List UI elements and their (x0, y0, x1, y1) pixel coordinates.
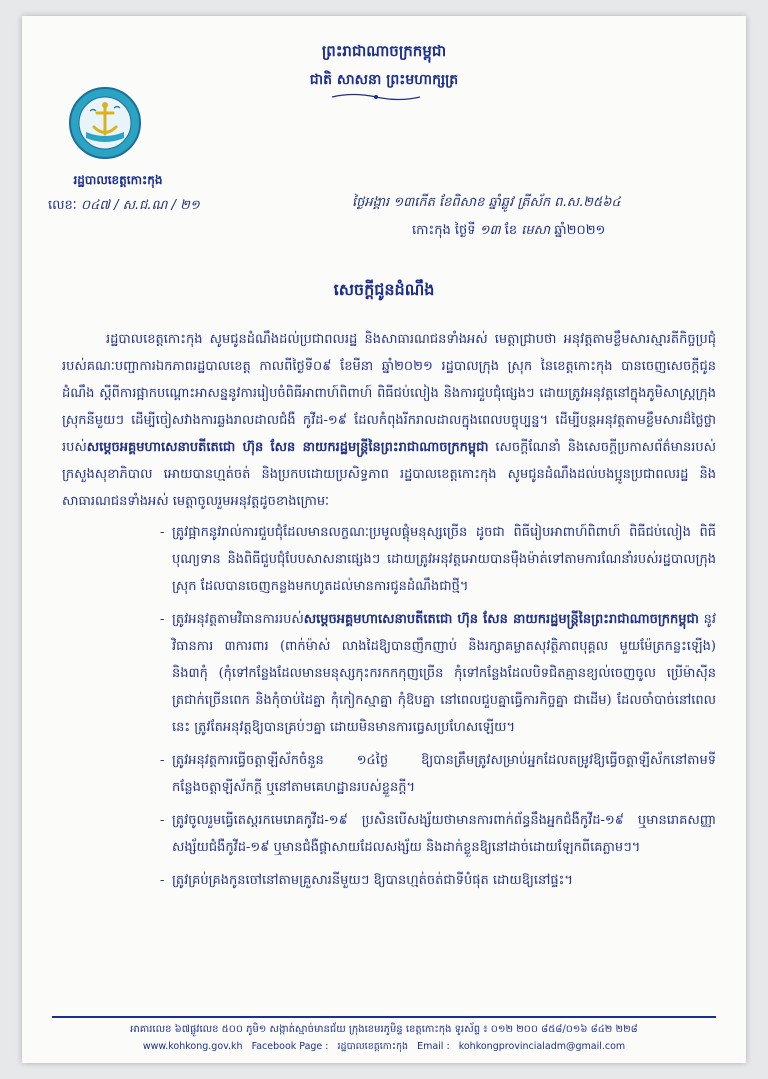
document-page (22, 16, 746, 1063)
solar-date (412, 222, 605, 241)
footer-contact (22, 1040, 746, 1054)
intro-text-continued: សេចក្តីណែនាំ និងសេចក្តីប្រកាសព័ត៌មានរបស់ក្រសួងសុខាភិបាល អោយបានហ្មត់ចត់ និងប្រកបដោយប្រសិទ្ធភាព រដ្ឋបាលខេត្តកោះកុង សូមជូនដំណឹងដល់បងប្អូនប្រជាពលរដ្ឋ និងសាធារណជនទាំងអស់ មេត្តាចូលរួមអនុវត្តដូចខាងក្រោមៈ (62, 440, 717, 509)
facebook-label: Facebook Page : (251, 1041, 329, 1052)
instruction-text: ត្រូវអនុវត្តតាមវិធានការរបស់ (172, 612, 304, 627)
instruction-text: ត្រូវគ្រប់គ្រងកូនចៅនៅតាមគ្រួសារនីមួយៗ ឱ្យបានហ្មត់ចត់ជាទីបំផុត ដោយឱ្យនៅផ្ទះ។ (172, 873, 573, 888)
date-month: មេសា (521, 223, 551, 238)
instruction-list (62, 519, 716, 894)
website-link[interactable]: www.kohkong.gov.kh (142, 1041, 243, 1052)
instruction-text: ត្រូវផ្អាកនូវរាល់ការជួបជុំដែលមានលក្ខណៈប្រមូលផ្តុំមនុស្សច្រើន ដូចជា ពិធីរៀបអាពាហ៍ពិពាហ៍ ពិធីជប់លៀង ពិធីបុណ្យទាន និងពិធីជួបជុំបែបសាសនាផ្សេងៗ ដោយត្រូវអនុវត្តអោយបានម៉ឺងម៉ាត់ទៅតាមការណែនាំរបស់រដ្ឋបាលក្រុង ស្រុក ដែលបានចេញកន្លងមកហូតដល់មានការជូនដំណឹងជាថ្មី។ (172, 525, 716, 594)
kingdom-line: ព្រះរាជាណាចក្រកម្ពុជា (321, 42, 447, 60)
intro-paragraph (62, 326, 716, 515)
organization-name: រដ្ឋបាលខេត្តកោះកុង (73, 173, 163, 187)
instruction-item (172, 747, 716, 801)
provincial-seal-logo (68, 86, 142, 160)
email-link[interactable]: kohkongprovincialadm@gmail.com (458, 1041, 626, 1052)
instruction-item (172, 606, 716, 741)
footer-address: អាគារលេខ ៦៧ផ្លូវលេខ ៥០០ ភូមិ១ សង្កាត់ស្មាច់មានជ័យ ក្រុងខេមរភូមិន្ទ ខេត្តកោះកុង ទូរស័ព្ទ ៖ ០១២ ២០០ ៨៥៨/០១៦ ៨៤២ ២២៨ (130, 1024, 638, 1035)
reference-label: លេខៈ (48, 198, 77, 213)
date-month-label: ខែ (504, 223, 518, 238)
instruction-text: ត្រូវអនុវត្តការធ្វើចត្តាឡីស័កចំនួន ១៤ថ្ងៃ ឱ្យបានត្រឹមត្រូវសម្រាប់អ្នកដែលតម្រូវឱ្យធ្វើចត្តាឡីស័កនៅតាមទីកន្លែងចត្តាឡីស័កក្តី ឬនៅតាមគេហដ្ឋានរបស់ខ្លួនក្តី។ (172, 753, 716, 795)
reference-number-block (48, 197, 200, 216)
date-label: កោះកុង ថ្ងៃទី (412, 223, 476, 238)
lunar-date (352, 194, 621, 213)
facebook-page-link[interactable]: រដ្ឋបាលខេត្តកោះកុង (337, 1041, 409, 1052)
instruction-text: ត្រូវចូលរួមធ្វើតេស្តរកមេរោគកូវីដ-១៩ ប្រសិនបើសង្ស័យថាមានការពាក់ព័ន្ធនឹងអ្នកជំងឺកូវីដ-១៩ ឬមានរោគសញ្ញាសង្ស័យជំងឺកូវីដ-១៩ ឬមានជំងឺផ្តាសាយដែលសង្ស័យ និងដាក់ខ្លួនឱ្យនៅដាច់ដោយឡែកពីគេភ្លាមៗ។ (172, 813, 716, 855)
intro-bold-name: សម្តេចអគ្គមហាសេនាបតីតេជោ ហ៊ុន សែន នាយករដ្ឋមន្ត្រីនៃព្រះរាជាណាចក្រកម្ពុជា (86, 440, 489, 455)
motto-line: ជាតិ សាសនា ព្រះមហាក្សត្រ (309, 72, 459, 88)
email-label: Email : (417, 1041, 450, 1052)
instruction-bold-name: សម្តេចអគ្គមហាសេនាបតីតេជោ ហ៊ុន សែន នាយករដ្ឋមន្ត្រីនៃព្រះរាជាណាចក្រកម្ពុជា (303, 612, 699, 627)
reference-number: ០៤៧ / ស.ជ.ណ / ២១ (80, 198, 200, 213)
date-year: ឆ្នាំ២០២១ (554, 223, 606, 238)
ornament-divider (330, 92, 422, 102)
intro-text: រដ្ឋបាលខេត្តកោះកុង សូមជូនដំណឹងដល់ប្រជាពលរដ្ឋ និងសាធារណជនទាំងអស់ មេត្តាជ្រាបថា អនុវត្តតាមខ្លឹមសារស្មារតីកិច្ចប្រជុំរបស់គណៈបញ្ជាការឯកភាពរដ្ឋបាលខេត្ត កាលពីថ្ងៃទី០៩ ខែមីនា ឆ្នាំ២០២១ រដ្ឋបាលក្រុង ស្រុក នៃខេត្តកោះកុង បានចេញសេចក្តីជូនដំណឹង ស្តីពីការផ្អាកបណ្តោះអាសន្ននូវការរៀបចំពិធីអាពាហ៍ពិពាហ៍ ពិធីជប់លៀង និងការជួបជុំផ្សេងៗ ដោយត្រូវអនុវត្តនៅក្នុងភូមិសាស្ត្រក្រុង ស្រុកនីមួយៗ ដើម្បីចៀសវាងការឆ្លងរាលដាលជំងឺ កូវីដ-១៩ ដែលកំពុងរីករាលដាលក្នុងពេលបច្ចុប្បន្ន។ ដើម្បីបន្តអនុវត្តតាមខ្លឹមសារដ៏ថ្លៃថ្លារបស់ (62, 332, 716, 455)
lunar-date-text: ថ្ងៃអង្គារ ១៣កើត ខែពិសាខ ឆ្នាំឆ្លូវ ត្រីស័ក ព.ស.២៥៦៤ (352, 195, 621, 210)
notice-title: សេចក្តីជូនដំណឹង (333, 280, 435, 299)
footer-divider (52, 1016, 716, 1018)
instruction-item (172, 867, 716, 894)
instruction-item (172, 519, 716, 600)
date-day: ១៣ (479, 223, 501, 238)
instruction-text-continued: នូវវិធានការ ៣ការពារ (ពាក់ម៉ាស់ លាងដៃឱ្យបានញឹកញាប់ និងរក្សាគម្លាតសុវត្ថិភាពបុគ្គល មួយម៉ែត្រកន្លះឡើង) និង៣កុំ (កុំទៅកន្លែងដែលមានមនុស្សកុះករកកកុញច្រើន កុំទៅកន្លែងដែលបិទជិតគ្មានខ្យល់ចេញចូល ប្រើម៉ាស៊ីនត្រជាក់ច្រើនពេក និងកុំចាប់ដៃគ្នា កុំកៀកស្មាគ្នា កុំឱបគ្នា នៅពេលជួបគ្នាធ្វើការកិច្ចគ្នា ជាដើម) ដែលចាំបាច់នៅពេលនេះ ត្រូវតែអនុវត្តឱ្យបានគ្រប់ៗគ្នា ដោយមិនមានការធ្វេសប្រហែសឡើយ។ (172, 612, 717, 735)
instruction-item (172, 807, 716, 861)
notice-body (62, 326, 716, 900)
